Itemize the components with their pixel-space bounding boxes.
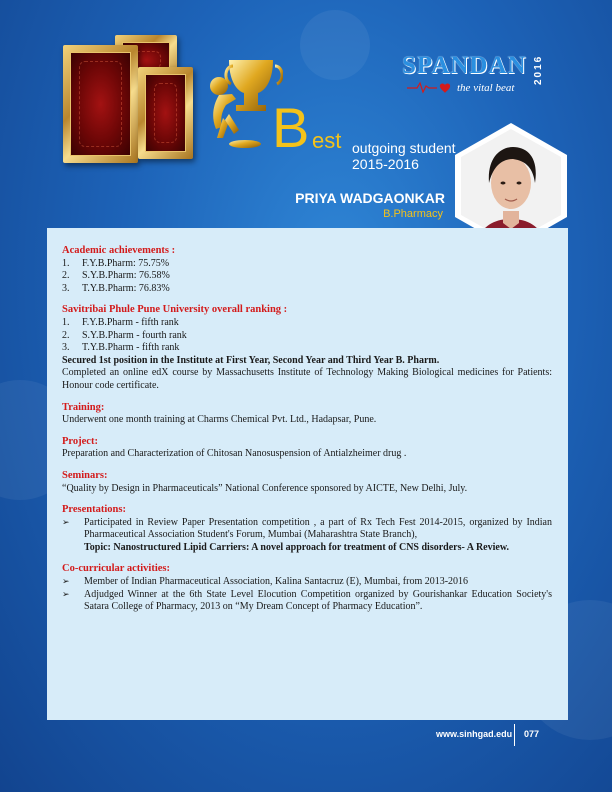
spandan-tagline: the vital beat	[457, 82, 515, 94]
arrow-bullet-icon: ➢	[62, 577, 70, 588]
arrow-bullet-icon: ➢	[62, 589, 70, 600]
project-text: Preparation and Characterization of Chitosan Nanosuspension of Antialzheimer drug .	[62, 448, 407, 460]
list-item: 3. T.Y.B.Pharm - fifth rank	[62, 342, 180, 354]
ranking-heading: Savitribai Phule Pune University overall ranking :	[62, 304, 288, 316]
list-item: 2. S.Y.B.Pharm: 76.58%	[62, 270, 170, 282]
best-title-rest: est	[312, 128, 342, 153]
student-name: PRIYA WADGAONKAR	[295, 190, 445, 206]
footer-divider	[514, 724, 515, 746]
edx-course-note: Completed an online edX course by Massachusetts Institute of Technology Making Biological medicines for Patients: Honour code certificate.	[62, 367, 552, 391]
presentation-text: Participated in Review Paper Presentation competition , a part of Rx Tech Fest 2014-2015, organized by Indian Pharmaceutical Association Student's Forum, Mumbai (Maharashtra State Branch),	[84, 516, 552, 541]
training-text: Underwent one month training at Charms Chemical Pvt. Ltd., Hadapsar, Pune.	[62, 414, 377, 426]
trophy-icon	[203, 56, 283, 151]
spandan-logo-title: SPANDAN	[402, 52, 527, 79]
academic-list	[62, 258, 552, 296]
presentations-heading: Presentations:	[62, 504, 126, 516]
footer-url: www.sinhgad.edu	[436, 729, 513, 739]
spandan-logo-year: 2016	[533, 54, 544, 85]
list-item: 1. F.Y.B.Pharm: 75.75%	[62, 257, 170, 269]
list-item: 1. F.Y.B.Pharm - fifth rank	[62, 316, 179, 328]
academic-heading: Academic achievements :	[62, 245, 176, 256]
award-subtitle: outgoing student	[352, 140, 456, 156]
institute-position: Secured 1st position in the Institute at First Year, Second Year and Third Year B. Pharm.	[62, 354, 440, 366]
picture-frame-tall	[63, 45, 138, 163]
bg-bubble	[300, 10, 370, 80]
training-heading: Training:	[62, 401, 105, 413]
award-years: 2015-2016	[352, 156, 419, 172]
presentation-topic: Topic: Nanostructured Lipid Carriers: A novel approach for treatment of CNS disorders- A Review.	[84, 541, 509, 553]
seminars-heading: Seminars:	[62, 469, 108, 481]
seminars-text: “Quality by Design in Pharmaceuticals” National Conference sponsored by AICTE, New Delhi, July.	[62, 482, 468, 494]
list-item: ➢ Member of Indian Pharmaceutical Association, Kalina Santacruz (E), Mumbai, from 2013-2016	[62, 576, 469, 588]
best-title-initial: B	[272, 96, 310, 159]
list-item	[62, 517, 552, 542]
picture-frame-right	[138, 67, 193, 159]
list-item: 3. T.Y.B.Pharm: 76.83%	[62, 282, 170, 294]
heartbeat-icon	[407, 80, 455, 94]
cocurricular-heading: Co-curricular activities:	[62, 563, 170, 575]
page-number: 077	[524, 729, 540, 739]
content-body	[62, 245, 552, 614]
student-degree: B.Pharmacy	[383, 208, 443, 220]
project-heading: Project:	[62, 435, 98, 447]
list-item: ➢ Adjudged Winner at the 6th State Level Elocution Competition organized by Gourishankar Education Society's Satara College of Pharmacy, 2013 on “My Dream Concept of Pharmacy Education”.	[62, 588, 552, 613]
list-item: 2. S.Y.B.Pharm - fourth rank	[62, 329, 187, 341]
ranking-list	[62, 317, 552, 355]
arrow-bullet-icon: ➢	[62, 517, 70, 528]
